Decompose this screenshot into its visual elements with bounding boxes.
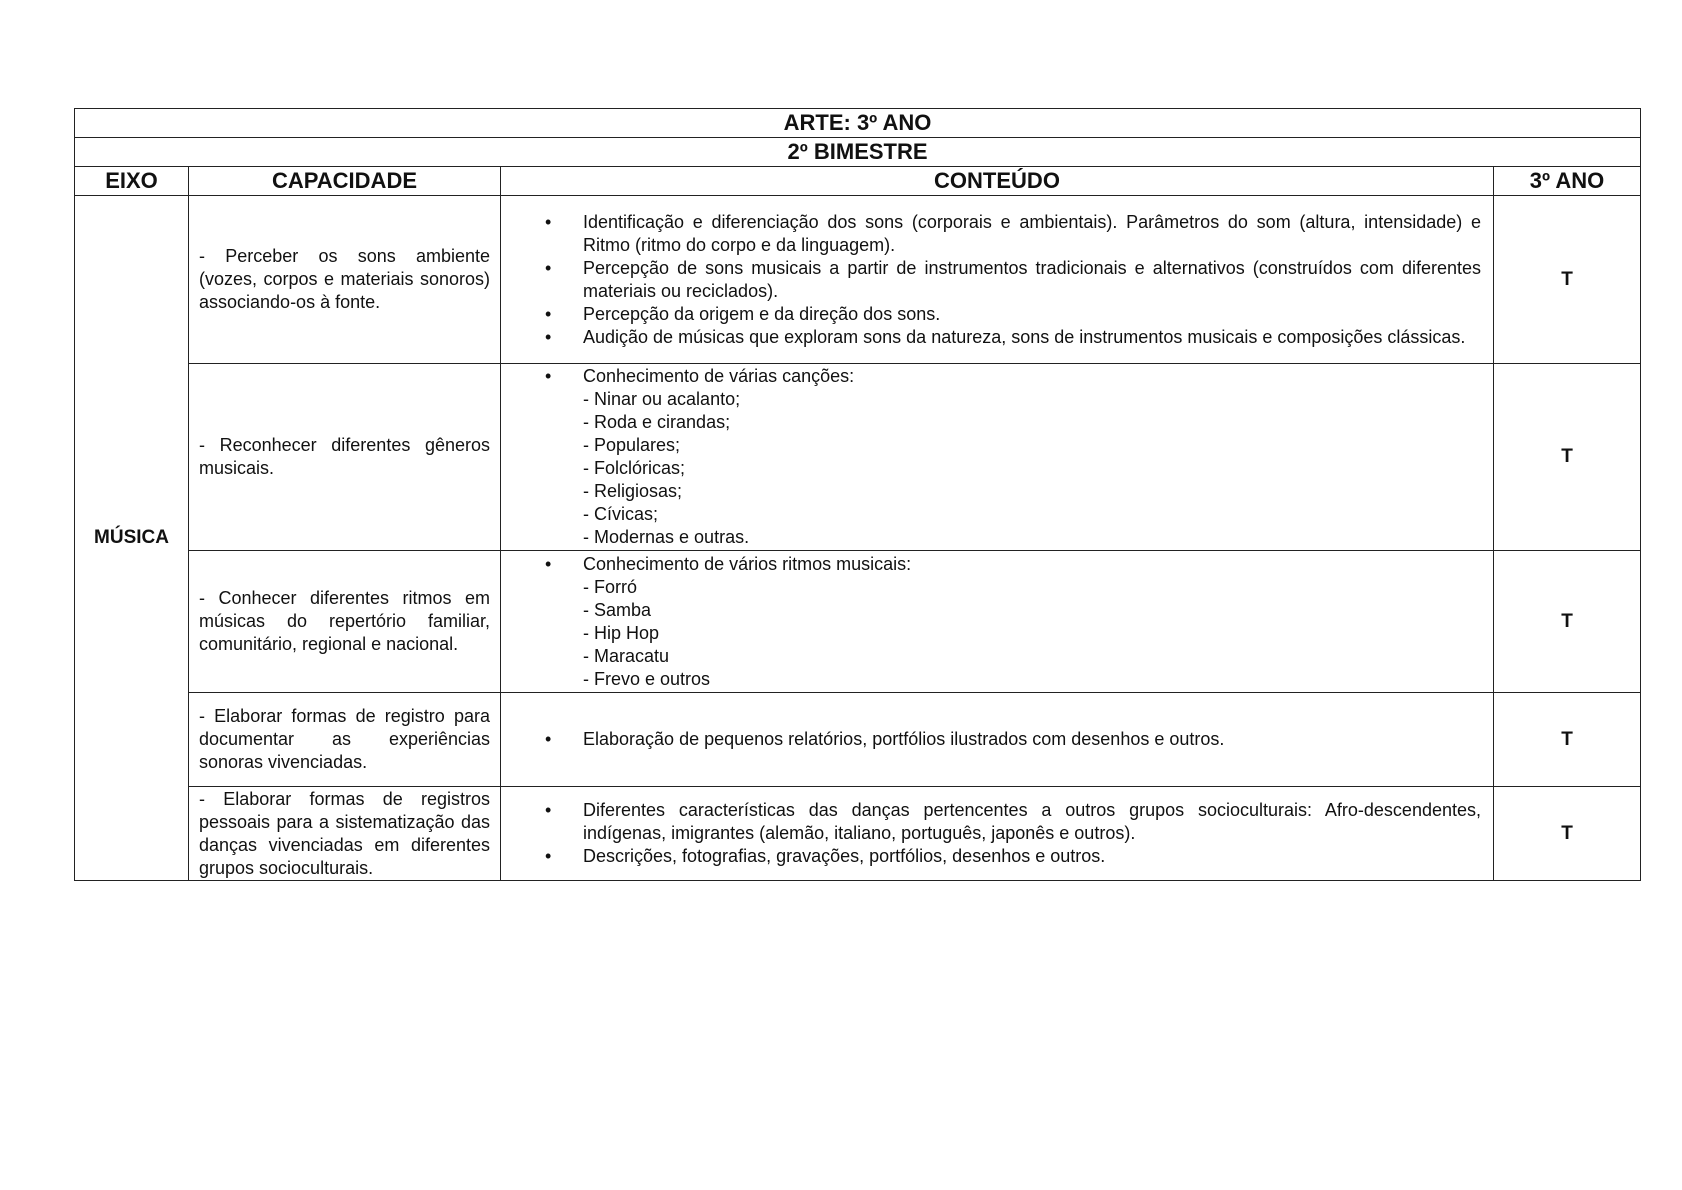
sub-item: - Ninar ou acalanto; bbox=[583, 389, 741, 409]
sub-item: - Cívicas; bbox=[583, 504, 659, 524]
sub-item: - Maracatu bbox=[583, 645, 670, 666]
conteudo-cell bbox=[501, 787, 1494, 881]
header-ano: 3º ANO bbox=[1494, 167, 1641, 196]
table-row bbox=[75, 787, 1641, 881]
list-item: • Identificação e diferenciação dos sons (corporais e ambientais). Parâmetros do som (altura, intensidade) e Ritmo (ritmo do corpo e da linguagem). bbox=[583, 211, 1481, 257]
table-title: ARTE: 3º ANO bbox=[75, 109, 1641, 138]
table-subtitle: 2º BIMESTRE bbox=[75, 138, 1641, 167]
conteudo-cell bbox=[501, 693, 1494, 787]
list-item: • Conhecimento de vários ritmos musicais: - Forró - Samba - Hip Hop - Maracatu - Frevo e outros bbox=[583, 553, 1481, 691]
curriculum-table bbox=[74, 108, 1641, 881]
ano-cell: T bbox=[1494, 787, 1641, 881]
capacidade-cell: - Conhecer diferentes ritmos em músicas do repertório familiar, comunitário, regional e nacional. bbox=[189, 551, 501, 693]
sub-item: - Roda e cirandas; bbox=[583, 412, 731, 432]
sub-item: - Modernas e outras. bbox=[583, 527, 750, 547]
sub-item: - Religiosas; bbox=[583, 481, 683, 501]
header-conteudo: CONTEÚDO bbox=[501, 167, 1494, 196]
capacidade-cell: - Perceber os sons ambiente (vozes, corpos e materiais sonoros) associando-os à fonte. bbox=[189, 196, 501, 364]
sub-item: - Samba bbox=[583, 599, 652, 620]
eixo-cell: MÚSICA bbox=[75, 196, 189, 881]
table-row bbox=[75, 551, 1641, 693]
list-item: • Elaboração de pequenos relatórios, portfólios ilustrados com desenhos e outros. bbox=[583, 728, 1481, 751]
ano-cell: T bbox=[1494, 693, 1641, 787]
ano-cell: T bbox=[1494, 364, 1641, 551]
sub-item: - Forró bbox=[583, 576, 637, 597]
list-item: • Descrições, fotografias, gravações, portfólios, desenhos e outros. bbox=[583, 845, 1481, 868]
list-item: • Audição de músicas que exploram sons da natureza, sons de instrumentos musicais e composições clássicas. bbox=[583, 326, 1481, 349]
sub-item: - Hip Hop bbox=[583, 622, 660, 643]
capacidade-cell: - Elaborar formas de registro para documentar as experiências sonoras vivenciadas. bbox=[189, 693, 501, 787]
conteudo-cell bbox=[501, 551, 1494, 693]
table-row bbox=[75, 196, 1641, 364]
conteudo-cell bbox=[501, 196, 1494, 364]
table-row bbox=[75, 364, 1641, 551]
capacidade-cell: - Elaborar formas de registros pessoais para a sistematização das danças vivenciadas em diferentes grupos socioculturais. bbox=[189, 787, 501, 881]
ano-cell: T bbox=[1494, 196, 1641, 364]
sub-item: - Populares; bbox=[583, 435, 681, 455]
ano-cell: T bbox=[1494, 551, 1641, 693]
sub-item: - Folclóricas; bbox=[583, 458, 686, 478]
list-item: • Conhecimento de várias canções: - Ninar ou acalanto; - Roda e cirandas; - Populares; - Folclóricas; - Religiosas; - Cívicas; - Modernas e outras. bbox=[583, 365, 1481, 549]
conteudo-cell bbox=[501, 364, 1494, 551]
list-item: • Percepção da origem e da direção dos sons. bbox=[583, 303, 1481, 326]
list-item: • Percepção de sons musicais a partir de instrumentos tradicionais e alternativos (construídos com diferentes materiais ou reciclados). bbox=[583, 257, 1481, 303]
table-row bbox=[75, 693, 1641, 787]
sub-item: - Frevo e outros bbox=[583, 668, 711, 689]
header-eixo: EIXO bbox=[75, 167, 189, 196]
list-item: • Diferentes características das danças pertencentes a outros grupos socioculturais: Afro-descendentes, indígenas, imigrantes (alemão, italiano, português, japonês e outros). bbox=[583, 799, 1481, 845]
capacidade-cell: - Reconhecer diferentes gêneros musicais. bbox=[189, 364, 501, 551]
header-capacidade: CAPACIDADE bbox=[189, 167, 501, 196]
